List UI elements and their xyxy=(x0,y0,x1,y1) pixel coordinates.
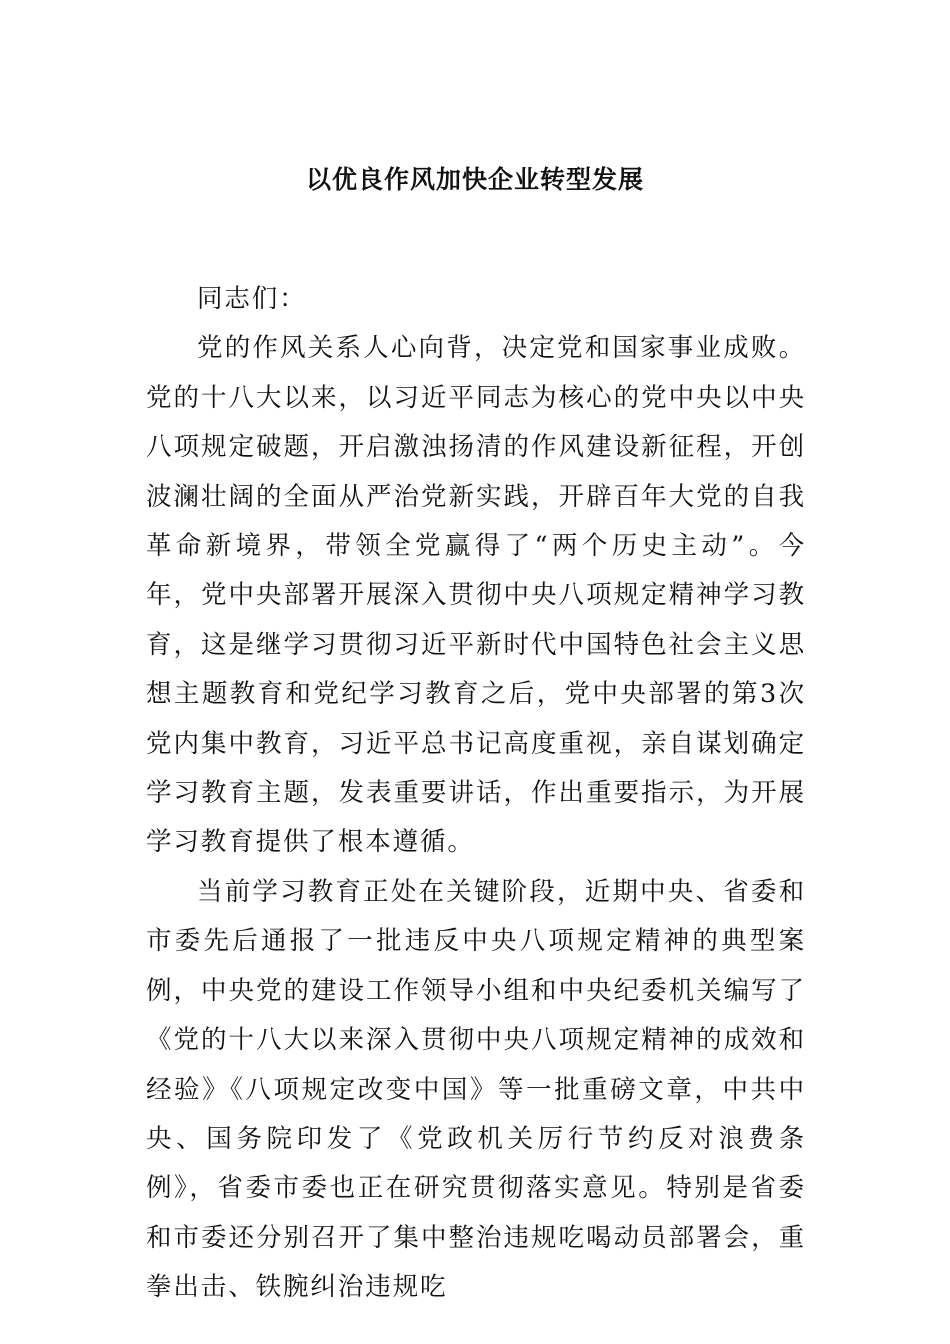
salutation: 同志们： xyxy=(197,284,307,314)
paragraph-2: 当前学习教育正处在关键阶段，近期中央、省委和市委先后通报了一批违反中央八项规定精神的典型案例，中央党的建设工作领导小组和中央纪委机关编写了《党的十八大以来深入贯彻中央八项规定精神的成效和经验》《八项规定改变中国》等一批重磅文章，中共中央、国务院印发了《党政机关厉行节约反对浪费条例》，省委市委也正在研究贯彻落实意见。特别是省委和市委还分别召开了集中整治违规吃喝动员部署会，重拳出击、铁腕纠治违规吃 xyxy=(146,876,806,1303)
document-title: 以优良作风加快企业转型发展 xyxy=(305,165,644,194)
paragraph-1: 党的作风关系人心向背，决定党和国家事业成败。党的十八大以来，以习近平同志为核心的党中央以中央八项规定破题，开启激浊扬清的作风建设新征程，开创波澜壮阔的全面从严治党新实践，开辟百年大党的自我革命新境界，带领全党赢得了“两个历史主动”。今年，党中央部署开展深入贯彻中央八项规定精神学习教育，这是继学习贯彻习近平新时代中国特色社会主义思想主题教育和党纪学习教育之后，党中央部署的第3次党内集中教育，习近平总书记高度重视，亲自谋划确定学习教育主题，发表重要讲话，作出重要指示，为开展学习教育提供了根本遵循。 xyxy=(146,333,806,858)
document-body xyxy=(146,275,806,1313)
